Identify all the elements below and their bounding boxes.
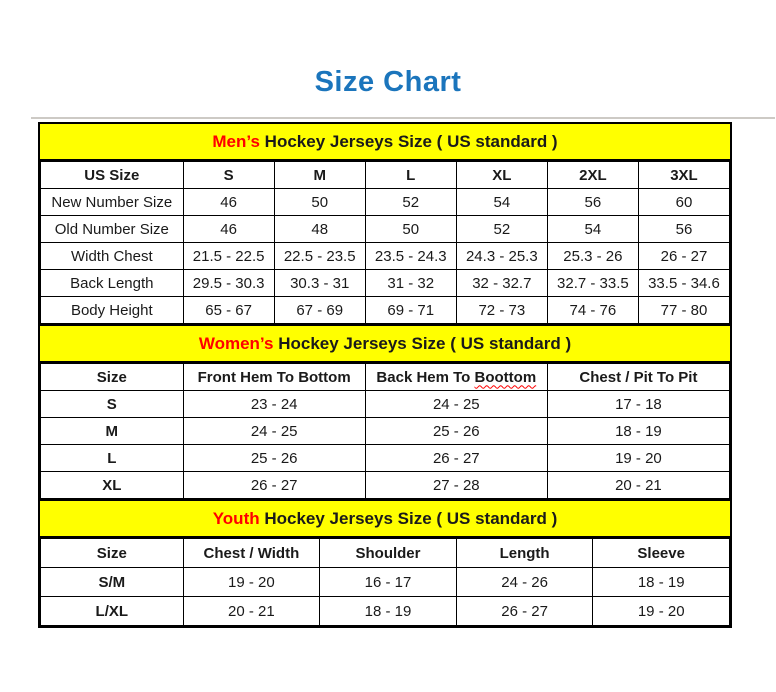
table-cell: 20 - 21 [547,472,729,499]
column-header [365,364,547,391]
table-cell: 27 - 28 [365,472,547,499]
table-row [41,297,730,324]
table-cell: 32 - 32.7 [456,270,547,297]
youth-header-row [41,539,730,568]
table-cell: 33.5 - 34.6 [638,270,729,297]
row-label: Body Height [41,297,184,324]
womens-header-row [41,364,730,391]
table-row [41,391,730,418]
table-cell: 19 - 20 [183,568,320,597]
table-cell: 16 - 17 [320,568,457,597]
column-header-text: Back Hem To [376,368,471,386]
table-row [41,472,730,499]
table-cell: 60 [638,189,729,216]
table-cell: 26 - 27 [365,445,547,472]
table-cell: 24 - 25 [365,391,547,418]
youth-section-banner [40,499,730,538]
table-cell: 50 [274,189,365,216]
table-cell: 25.3 - 26 [547,243,638,270]
row-label: S/M [41,568,184,597]
youth-size-table [40,538,730,626]
mens-header-row [41,162,730,189]
column-header: 2XL [547,162,638,189]
table-cell: 31 - 32 [365,270,456,297]
womens-banner-accent: Women’s [198,334,274,353]
table-cell: 56 [638,216,729,243]
table-row [41,445,730,472]
table-cell: 25 - 26 [365,418,547,445]
column-header: US Size [41,162,184,189]
table-cell: 26 - 27 [183,472,365,499]
table-cell: 56 [547,189,638,216]
row-label: L/XL [41,597,184,626]
table-cell: 50 [365,216,456,243]
table-cell: 32.7 - 33.5 [547,270,638,297]
table-row [41,189,730,216]
womens-size-table [40,363,730,499]
horizontal-rule [31,117,775,119]
mens-banner-accent: Men’s [212,132,260,151]
youth-banner-text: Hockey Jerseys Size ( US standard ) [264,509,558,528]
table-cell: 18 - 19 [320,597,457,626]
page-title: Size Chart [314,66,462,98]
column-header: 3XL [638,162,729,189]
row-label: Old Number Size [41,216,184,243]
table-cell: 48 [274,216,365,243]
column-header: S [183,162,274,189]
table-cell: 26 - 27 [638,243,729,270]
table-cell: 26 - 27 [456,597,593,626]
table-cell: 29.5 - 30.3 [183,270,274,297]
mens-size-table [40,161,730,324]
column-header: Size [41,539,184,568]
column-header: Shoulder [320,539,457,568]
table-cell: 23.5 - 24.3 [365,243,456,270]
misspelled-word: Boottom [474,368,537,386]
table-cell: 46 [183,189,274,216]
table-cell: 24 - 25 [183,418,365,445]
table-cell: 54 [456,189,547,216]
table-row [41,243,730,270]
column-header: Front Hem To Bottom [183,364,365,391]
table-cell: 19 - 20 [547,445,729,472]
table-cell: 74 - 76 [547,297,638,324]
table-cell: 25 - 26 [183,445,365,472]
table-cell: 52 [365,189,456,216]
row-label: Back Length [41,270,184,297]
table-cell: 22.5 - 23.5 [274,243,365,270]
table-cell: 77 - 80 [638,297,729,324]
table-cell: 23 - 24 [183,391,365,418]
size-chart [38,122,732,628]
column-header: Length [456,539,593,568]
row-label: S [41,391,184,418]
column-header: L [365,162,456,189]
womens-banner-text: Hockey Jerseys Size ( US standard ) [278,334,572,353]
table-cell: 67 - 69 [274,297,365,324]
table-cell: 72 - 73 [456,297,547,324]
table-cell: 65 - 67 [183,297,274,324]
row-label: M [41,418,184,445]
table-cell: 18 - 19 [593,568,730,597]
table-cell: 30.3 - 31 [274,270,365,297]
table-cell: 21.5 - 22.5 [183,243,274,270]
table-cell: 54 [547,216,638,243]
table-row [41,568,730,597]
table-cell: 18 - 19 [547,418,729,445]
mens-section-banner [40,124,730,161]
table-row [41,270,730,297]
row-label: XL [41,472,184,499]
table-cell: 69 - 71 [365,297,456,324]
table-cell: 24 - 26 [456,568,593,597]
table-cell: 52 [456,216,547,243]
column-header: Size [41,364,184,391]
table-row [41,597,730,626]
youth-banner-accent: Youth [212,509,260,528]
column-header: Sleeve [593,539,730,568]
column-header: Chest / Width [183,539,320,568]
column-header: M [274,162,365,189]
table-cell: 19 - 20 [593,597,730,626]
mens-banner-text: Hockey Jerseys Size ( US standard ) [264,132,558,151]
table-cell: 17 - 18 [547,391,729,418]
table-row [41,216,730,243]
row-label: L [41,445,184,472]
row-label: Width Chest [41,243,184,270]
table-cell: 46 [183,216,274,243]
table-row [41,418,730,445]
column-header: XL [456,162,547,189]
table-cell: 20 - 21 [183,597,320,626]
row-label: New Number Size [41,189,184,216]
table-cell: 24.3 - 25.3 [456,243,547,270]
womens-section-banner [40,324,730,363]
column-header: Chest / Pit To Pit [547,364,729,391]
